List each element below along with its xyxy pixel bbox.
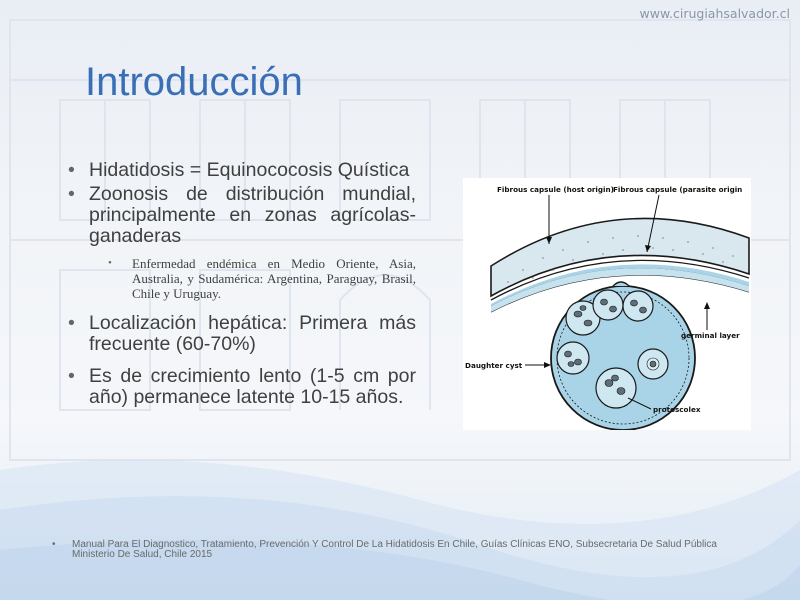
sub-bullet-text: Enfermedad endémica en Medio Oriente, Asia, Australia, y Sudamérica: Argentina, Paraguay, Brasil, Chile y Uruguay. (132, 256, 416, 301)
bullet-item (68, 160, 416, 181)
bullet-text: Localización hepática: Primera más frecuente (60-70%) (89, 312, 416, 355)
bullet-dot: • (108, 257, 112, 269)
label-germinal-layer: germinal layer (681, 331, 740, 340)
bullet-item (68, 184, 416, 247)
footnote-text: Manual Para El Diagnostico, Tratamiento, Prevención Y Control De La Hidatidosis En Chile, Guías Clínicas ENO, Subsecretaria De Salud Pública Ministerio De Salud, Chile 2015 (72, 539, 717, 560)
hydatid-cyst-diagram (463, 178, 751, 430)
bullet-dot: • (68, 312, 75, 334)
bullet-dot: • (68, 183, 75, 205)
label-protoscolex: protoscolex (653, 405, 701, 414)
bullet-dot: • (68, 365, 75, 387)
bullet-list (68, 160, 416, 411)
bullet-text: Es de crecimiento lento (1-5 cm por año) permanece latente 10-15 años. (89, 365, 416, 408)
bullet-item (68, 313, 416, 355)
bullet-dot: • (68, 159, 75, 181)
bullet-item (68, 366, 416, 408)
slide-title: Introducción (85, 60, 303, 104)
bullet-dot: • (52, 539, 56, 550)
bullet-text: Zoonosis de distribución mundial, principalmente en zonas agrícolas-ganaderas (89, 183, 416, 247)
label-fibrous-capsule-parasite: Fibrous capsule (parasite origin (613, 185, 743, 194)
reference-footnote (52, 540, 762, 560)
sub-bullet-item (108, 256, 416, 301)
label-daughter-cyst: Daughter cyst (465, 361, 523, 370)
label-fibrous-capsule-host: Fibrous capsule (host origin) (497, 185, 614, 194)
bullet-text: Hidatidosis = Equinococosis Quística (89, 159, 410, 181)
site-url: www.cirugiahsalvador.cl (639, 6, 790, 21)
